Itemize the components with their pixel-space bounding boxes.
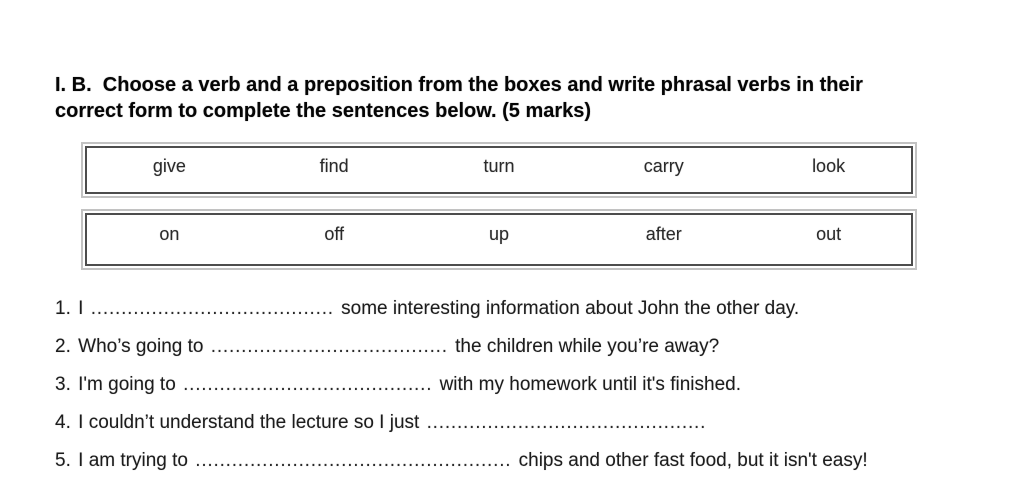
instructions-line-2: correct form to complete the sentences below. (5 marks) <box>55 100 592 122</box>
preposition-word-box <box>85 213 913 266</box>
sentence-1-text-after: some interesting information about John the other day. <box>341 298 800 319</box>
sentence-3 <box>55 373 985 397</box>
sentence-3-text-after: with my homework until it's finished. <box>439 374 741 395</box>
sentence-5 <box>55 449 985 473</box>
verb-word-box <box>85 146 913 194</box>
sentence-5-text-after: chips and other fast food, but it isn't easy! <box>518 450 868 471</box>
sentence-1-text-before: I <box>78 298 84 319</box>
verb-word-look: look <box>812 155 846 176</box>
sentence-1-number: 1. <box>55 298 71 319</box>
sentence-2 <box>55 335 985 359</box>
sentence-5-number: 5. <box>55 450 71 471</box>
sentence-5-text-before: I am trying to <box>78 450 188 471</box>
sentence-1-answer-blank: ........................................ <box>90 298 334 319</box>
sentence-2-number: 2. <box>55 336 71 357</box>
sentence-3-text-before: I'm going to <box>78 374 176 395</box>
preposition-word-out: out <box>816 224 842 244</box>
exercise-instructions <box>55 72 965 124</box>
verb-word-give: give <box>152 155 186 176</box>
sentence-4 <box>55 411 985 435</box>
sentence-4-number: 4. <box>55 412 71 433</box>
verb-word-turn: turn <box>483 155 515 176</box>
preposition-word-off: off <box>324 224 345 244</box>
sentence-2-answer-blank: ....................................... <box>210 336 448 357</box>
sentence-list <box>55 297 985 487</box>
sentence-4-text-before: I couldn’t understand the lecture so I just <box>78 412 420 433</box>
verb-word-carry: carry <box>643 155 684 176</box>
sentence-3-answer-blank: ......................................... <box>183 374 433 395</box>
preposition-word-on: on <box>159 224 180 244</box>
sentence-1 <box>55 297 985 321</box>
sentence-2-text-after: the children while you’re away? <box>455 336 720 357</box>
sentence-2-text-before: Who’s going to <box>78 336 204 357</box>
preposition-word-after: after <box>645 224 682 244</box>
instructions-line-1: I. B. Choose a verb and a preposition from the boxes and write phrasal verbs in their <box>55 74 863 96</box>
sentence-4-answer-blank: .............................................. <box>426 412 707 433</box>
preposition-word-up: up <box>488 224 509 244</box>
verb-word-find: find <box>319 155 349 176</box>
sentence-3-number: 3. <box>55 374 71 395</box>
sentence-5-answer-blank: .................................................... <box>195 450 512 471</box>
